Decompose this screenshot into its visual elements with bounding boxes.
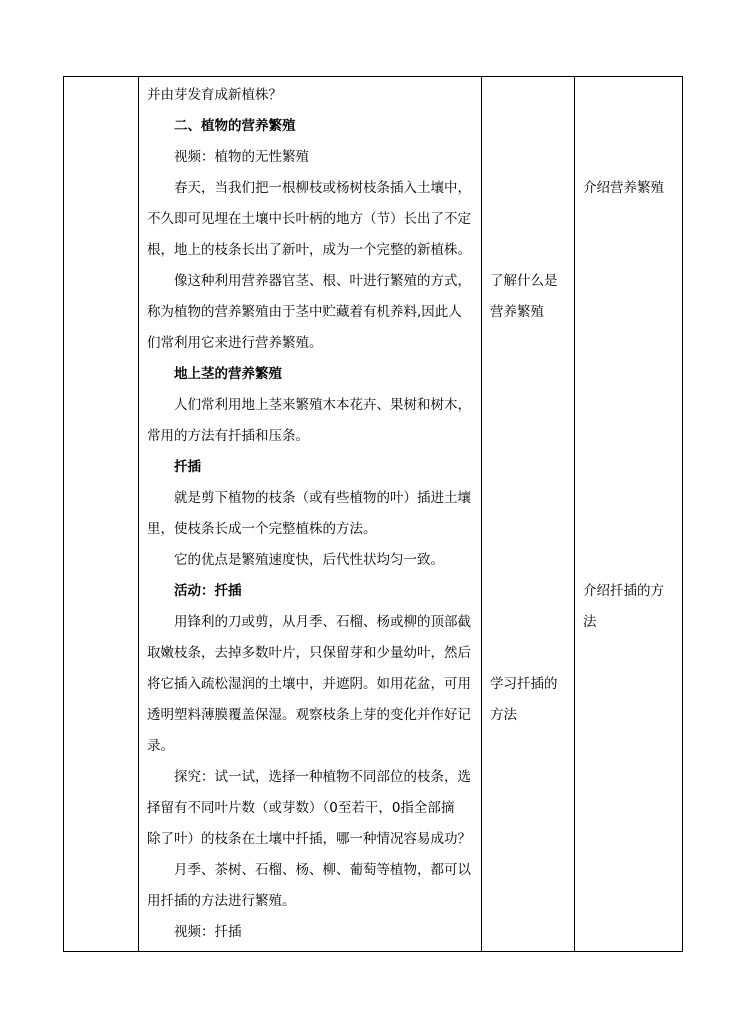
content-line: 不久即可见埋在土壤中长叶柄的地方（节）长出了不定 [147, 211, 471, 227]
content-line: 探究：试一试，选择一种植物不同部位的枝条，选 [174, 769, 471, 785]
content-line: 就是剪下植物的枝条（或有些植物的叶）插进土壤 [174, 490, 471, 506]
lesson-table [63, 76, 683, 952]
content-line: 并由芽发育成新植株？ [147, 87, 282, 103]
student-activity-line: 方法 [490, 707, 517, 723]
content-line: 像这种利用营养器官茎、根、叶进行繁殖的方式， [174, 273, 471, 289]
content-line: 视频：植物的无性繁殖 [174, 149, 309, 165]
section-heading: 地上茎的营养繁殖 [174, 366, 282, 382]
content-line: 们常利用它来进行营养繁殖。 [147, 335, 323, 351]
content-line: 视频：扦插 [174, 924, 242, 940]
section-heading: 二、植物的营养繁殖 [174, 118, 296, 134]
section-heading: 扦插 [174, 459, 201, 475]
teacher-activity-line: 介绍营养繁殖 [583, 180, 664, 196]
teacher-activity-line: 介绍扦插的方 [583, 583, 664, 599]
student-activity-line: 营养繁殖 [490, 304, 544, 320]
content-line: 它的优点是繁殖速度快，后代性状均匀一致。 [174, 552, 444, 568]
content-line: 用扦插的方法进行繁殖。 [147, 893, 296, 909]
content-line: 里，使枝条长成一个完整植株的方法。 [147, 521, 377, 537]
content-line: 除了叶）的枝条在土壤中扦插，哪一种情况容易成功？ [147, 831, 471, 847]
section-heading: 活动：扦插 [174, 583, 242, 599]
content-line: 常用的方法有扦插和压条。 [147, 428, 309, 444]
student-activity-line: 学习扦插的 [490, 676, 558, 692]
content-line: 录。 [147, 738, 174, 754]
content-line: 取嫩枝条，去掉多数叶片，只保留芽和少量幼叶，然后 [147, 645, 471, 661]
column-divider [574, 77, 575, 951]
content-line: 称为植物的营养繁殖由于茎中贮藏着有机养料,因此人 [147, 304, 462, 320]
content-line: 透明塑料薄膜覆盖保湿。观察枝条上芽的变化并作好记 [147, 707, 471, 723]
teacher-activity-line: 法 [583, 614, 597, 630]
content-line: 择留有不同叶片数（或芽数）（0至若干，0指全部摘 [147, 800, 455, 816]
content-line: 人们常利用地上茎来繁殖木本花卉、果树和树木， [174, 397, 471, 413]
content-line: 根，地上的枝条长出了新叶，成为一个完整的新植株。 [147, 242, 471, 258]
content-line: 用锋利的刀或剪，从月季、石榴、杨或柳的顶部截 [174, 614, 471, 630]
column-divider [481, 77, 482, 951]
content-line: 春天，当我们把一根柳枝或杨树枝条插入土壤中， [174, 180, 471, 196]
student-activity-line: 了解什么是 [490, 273, 558, 289]
content-line: 月季、茶树、石榴、杨、柳、葡萄等植物，都可以 [174, 862, 471, 878]
content-line: 将它插入疏松湿润的土壤中，并遮阴。如用花盆，可用 [147, 676, 471, 692]
column-divider [138, 77, 139, 951]
